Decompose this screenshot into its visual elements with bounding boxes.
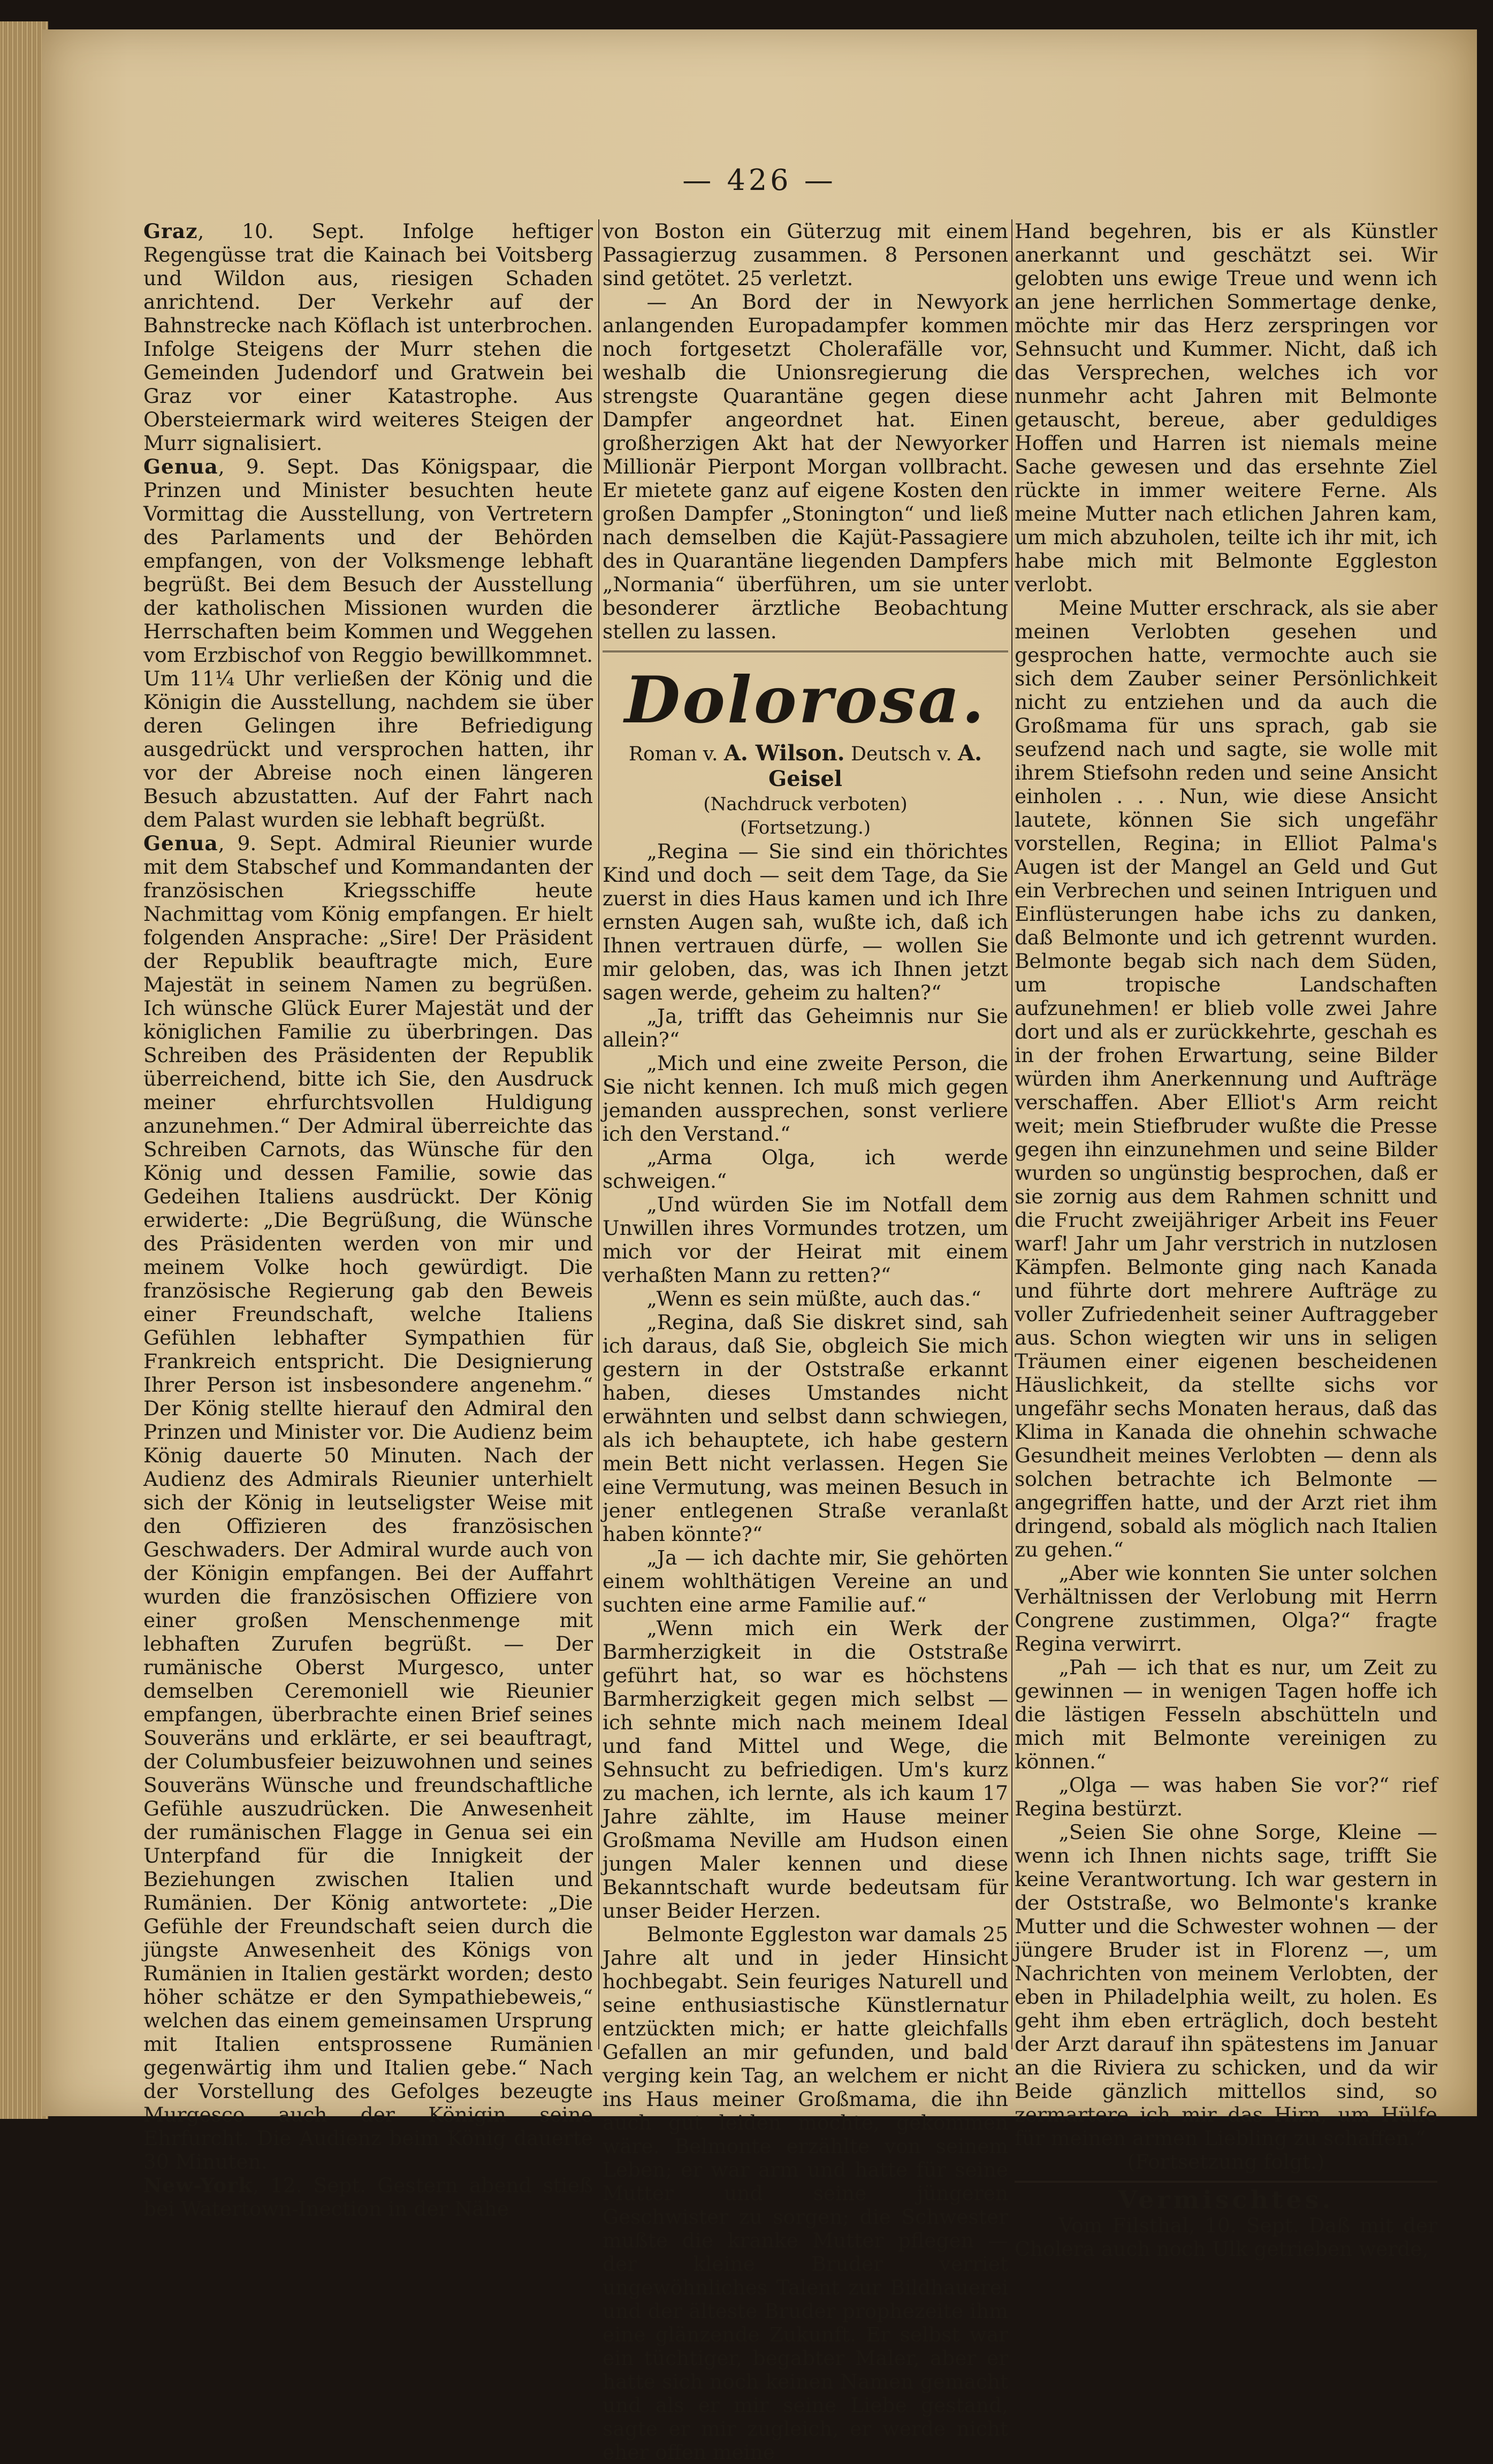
news-place: Graz (143, 219, 198, 243)
news-text: , 9. Sept. Das Königspaar, die Prinzen und Minister besuchten heute Vormittag die Ausstellung, von Vertretern des Parlaments und der Behörden empfangen, von der Volksmenge lebhaft begrüßt. Bei dem Besuch der Ausstellung der katholischen Missionen wurden die Herrschaften beim Kommen und Weggehen vom Erzbischof von Reggio bewillkommnet. Um 11¼ Uhr verließen der König und die Königin die Ausstellung, nachdem sie über deren Gelingen ihre Befriedigung ausgedrückt und versprochen hatten, ihr vor der Abreise noch einen längeren Besuch abzustatten. Auf der Fahrt nach dem Palast wurden sie lebhaft begrüßt. (143, 455, 593, 831)
news-item-genua-1 (143, 455, 593, 831)
misc-place: Vom Filsthal (1058, 2214, 1189, 2237)
misc-item (1015, 2214, 1437, 2261)
newspaper-page (42, 29, 1477, 2464)
novel-paragraph: Meine Mutter erschrack, als sie aber meinen Verlobten gesehen und gesprochen hatte, vermochte auch sie sich dem Zauber seiner Persönlichkeit nicht zu entziehen und da auch die Großmama für uns sprach, gab sie seufzend nach und sagte, sie wolle mit ihrem Stiefsohn reden und seine Ansicht einholen . . . Nun, wie diese Ansicht lautete, können Sie sich ungefähr vorstellen, Regina; in Elliot Palma's Augen ist der Mangel an Geld und Gut ein Verbrechen und seinen Intriguen und Einflüsterungen habe ichs zu danken, daß Belmonte und ich getrennt wurden. Belmonte begab sich nach dem Süden, um tropische Landschaften aufzunehmen! er blieb volle zwei Jahre dort und als er zurückkehrte, geschah es in der frohen Erwartung, seine Bilder würden ihm Anerkennung und Aufträge verschaffen. Aber Elliot's Arm reicht weit; mein Stiefbruder wußte die Presse gegen ihn einzunehmen und seine Bilder wurden so ungünstig besprochen, daß er sie zornig aus dem Rahmen schnitt und die Frucht zweijähriger Arbeit ins Feuer warf! Jahr um Jahr verstrich in nutzlosen Kämpfen. Belmonte ging nach Kanada und führte dort mehrere Aufträge zu voller Zufriedenheit seiner Auftraggeber aus. Schon wiegten wir uns in seligen Träumen einer eigenen bescheidenen Häuslichkeit, da stellte sichs vor ungefähr sechs Monaten heraus, daß das Klima in Kanada die ohnehin schwache Gesundheit meines Verlobten — denn als solchen betrachte ich Belmonte — angegriffen hatte, und der Arzt riet ihm dringend, sobald als möglich nach Italien zu gehen.“ (1015, 596, 1437, 1561)
news-item-new-york (143, 2173, 593, 2221)
novel-paragraph: „Aber wie konnten Sie unter solchen Verhältnissen der Verlobung mit Herrn Congrene zustimmen, Olga?“ fragte Regina verwirrt. (1015, 1561, 1437, 1656)
column-rule-1 (598, 219, 599, 2049)
column-1 (143, 219, 593, 2221)
byline-prefix: Roman v. (628, 743, 718, 765)
novel-paragraph: „Pah — ich that es nur, um Zeit zu gewinnen — in wenigen Tagen hoffe ich die lästigen Fesseln abschütteln und mich mit Belmonte vereinigen zu können.“ (1015, 1656, 1437, 1773)
novel-paragraph: „Seien Sie ohne Sorge, Kleine — wenn ich Ihnen nichts sage, trifft Sie keine Verantwortung. Ich war gestern in der Oststraße, wo Belmonte's kranke Mutter und die Schwester wohnen — der jüngere Bruder ist in Florenz —, um Nachrichten von meinem Verlobten, der eben in Philadelphia weilt, zu holen. Es geht ihm eben erträglich, doch besteht der Arzt darauf ihn spätestens im Januar an die Riviera zu schicken, und da wir Beide gänzlich mittellos sind, so zermartere ich mir das Hirn, um Hülfe für meinen armen Liebling zu schaffen.“ (1015, 1820, 1437, 2150)
novel-paragraph: „Ja, trifft das Geheimnis nur Sie allein?“ (603, 1004, 1008, 1051)
news-place: Genua (143, 831, 218, 855)
novel-paragraph: „Arma Olga, ich werde schweigen.“ (603, 1146, 1008, 1193)
continued-note: (Fortsetzung folgt.) (1127, 2150, 1325, 2173)
column-2 (603, 219, 1008, 2464)
column-rule-2 (1011, 219, 1012, 2049)
novel-paragraph: „Wenn es sein müßte, auch das.“ (646, 1287, 981, 1310)
reprint-note: (Nachdruck verboten) (703, 794, 908, 815)
news-text: , 9. Sept. Admiral Rieunier wurde mit dem Stabschef und Kommandanten der französischen Kriegsschiffe heute Nachmittag vom König empfangen. Er hielt folgenden Ansprache: „Sire! Der Präsident der Republik beauftragte mich, Eure Majestät in seinem Namen zu begrüßen. Ich wünsche Glück Eurer Majestät und der königlichen Familie zu überbringen. Das Schreiben des Präsidenten der Republik überreichend, bitte ich Sie, den Ausdruck meiner ehrfurchtsvollen Huldigung anzunehmen.“ Der Admiral überreichte das Schreiben Carnots, das Wünsche für den König und dessen Familie, sowie das Gedeihen Italiens ausdrückt. Der König erwiderte: „Die Begrüßung, die Wünsche des Präsidenten werden von mir und meinem Volke hoch gewürdigt. Die französische Regierung gab den Beweis einer Freundschaft, welche Italiens Gefühlen lebhafter Sympathien für Frankreich entspricht. Die Designierung Ihrer Person ist insbesondere angenehm.“ Der König stellte hierauf den Admiral den Prinzen und Minister vor. Die Audienz beim König dauerte 50 Minuten. Nach der Audienz des Admirals Rieunier unterhielt sich der König in leutseligster Weise mit den Offizieren des französischen Geschwaders. Der Admiral wurde auch von der Königin empfangen. Bei der Auffahrt wurden die französischen Offiziere von einer großen Menschenmenge mit lebhaften Zurufen begrüßt. — Der rumänische Oberst Murgesco, unter demselben Ceremoniell wie Rieunier empfangen, überbrachte einen Brief seines Souveräns und erklärte, er sei beauftragt, der Columbusfeier beizuwohnen und seines Souveräns Wünsche und freundschaftliche Gefühle auszudrücken. Die Anwesenheit der rumänischen Flagge in Genua sei ein Unterpfand für die Innigkeit der Beziehungen zwischen Italien und Rumänien. Der König antwortete: „Die Gefühle der Freundschaft seien durch die jüngste Anwesenheit des Königs von Rumänien in Italien gestärkt worden; desto höher schätze er den Sympathiebeweis,“ welchen das einem gemeinsamen Ursprung mit Italien entsprossene Rumänien gegenwärtig ihm und Italien gebe.“ Nach der Vorstellung des Gefolges bezeugte Murgesco auch der Königin seine Ehrfurcht. Die Audienz beim König dauerte 30 Minuten. (143, 831, 593, 2173)
news-paragraph: von Boston ein Güterzug mit einem Passagierzug zusammen. 8 Personen sind getötet. 25 verletzt. (603, 219, 1008, 290)
news-text: , 12. Sept. Gestern abend stieß bei Watertown-Inection in der Nähe (143, 2173, 593, 2221)
novel-paragraph: „Mich und eine zweite Person, die Sie nicht kennen. Ich muß mich gegen jemanden aussprechen, sonst verliere ich den Verstand.“ (603, 1051, 1008, 1146)
novel-paragraph: „Und würden Sie im Notfall dem Unwillen ihres Vormundes trotzen, um mich vor der Heirat mit einem verhaßten Mann zu retten?“ (603, 1193, 1008, 1287)
book-edge (0, 21, 48, 2119)
news-place: Genua (143, 455, 218, 478)
page-number: — 426 — (682, 163, 836, 197)
news-item-genua-2 (143, 831, 593, 2173)
translator-prefix: Deutsch v. (851, 743, 952, 765)
continuation-note: (Fortsetzung.) (740, 817, 871, 838)
novel-paragraph: „Regina — Sie sind ein thörichtes Kind und doch — seit dem Tage, da Sie zuerst in dies Haus kamen und ich Ihre ernsten Augen sah, wußte ich, daß ich Ihnen vertrauen dürfe, — wollen Sie mir geloben, das, was ich Ihnen jetzt sagen werde, geheim zu halten?“ (603, 840, 1008, 1004)
news-item-graz (143, 219, 593, 455)
novel-paragraph: „Regina, daß Sie diskret sind, sah ich daraus, daß Sie, obgleich Sie mich gestern in der Oststraße erkannt haben, dieses Umstandes nicht erwähnten und selbst dann schwiegen, als ich behauptete, ich habe gestern mein Bett nicht verlassen. Hegen Sie eine Vermutung, was meinen Besuch in jener entlegenen Straße veranlaßt haben könnte?“ (603, 1310, 1008, 1546)
novel-author: A. Wilson. (723, 741, 845, 766)
section-divider (603, 651, 1008, 652)
novel-paragraph: „Olga — was haben Sie vor?“ rief Regina bestürzt. (1015, 1773, 1437, 1820)
novel-title: Dolorosa. (624, 662, 987, 738)
novel-paragraph: „Wenn mich ein Werk der Barmherzigkeit in die Oststraße geführt hat, so war es höchstens Barmherzigkeit gegen mich selbst — ich sehnte mich nach meinem Ideal und fand Mittel und Wege, die Sehnsucht zu befriedigen. Um's kurz zu machen, ich lernte, als ich kaum 17 Jahre zählte, im Hause meiner Großmama Neville am Hudson einen jungen Maler kennen und diese Bekanntschaft wurde bedeutsam für unser Beider Herzen. (603, 1616, 1008, 1923)
novel-translator: A. Geisel (768, 741, 982, 791)
news-place: New-York (143, 2173, 253, 2197)
news-paragraph: — An Bord der in Newyork anlangenden Europadampfer kommen noch fortgesetzt Cholerafälle vor, weshalb die Unionsregierung die strengste Quarantäne gegen diese Dampfer angeordnet hat. Einen großherzigen Akt hat der Newyorker Millionär Pierpont Morgan vollbracht. Er mietete ganz auf eigene Kosten den großen Dampfer „Stonington“ und ließ nach demselben die Kajüt-Passagiere des in Quarantäne liegenden Dampfers „Normania“ überführen, um sie unter besonderer ärztliche Beobachtung stellen zu lassen. (603, 290, 1008, 643)
novel-paragraph: Hand begehren, bis er als Künstler anerkannt und geschätzt sei. Wir gelobten uns ewige Treue und wenn ich an jene herrlichen Sommertage denke, möchte mir das Herz zerspringen vor Sehnsucht und Kummer. Nicht, daß ich das Versprechen, welches ich vor nunmehr acht Jahren mit Belmonte getauscht, bereue, aber geduldiges Hoffen und Harren ist niemals meine Sache gewesen und das ersehnte Ziel rückte in immer weitere Ferne. Als meine Mutter nach etlichen Jahren kam, um mich abzuholen, teilte ich ihr mit, ich habe mich mit Belmonte Eggleston verlobt. (1015, 219, 1437, 596)
novel-byline (603, 741, 1008, 792)
misc-text: , 10. Sept. Daß mit der Cholera auch noch Ulk getrieben werde, (1015, 2214, 1437, 2261)
news-text: , 10. Sept. Infolge heftiger Regengüsse trat die Kainach bei Voitsberg und Wildon aus, riesigen Schaden anrichtend. Der Verkehr auf der Bahnstrecke nach Köflach ist unterbrochen. Infolge Steigens der Murr stehen die Gemeinden Judendorf und Gratwein bei Graz vor einer Katastrophe. Aus Obersteiermark wird weiteres Steigen der Murr signalisiert. (143, 219, 593, 455)
novel-paragraph: „Ja — ich dachte mir, Sie gehörten einem wohlthätigen Vereine an und suchten eine arme Familie auf.“ (603, 1546, 1008, 1616)
column-3 (1015, 219, 1437, 2261)
section-divider (1015, 2181, 1437, 2183)
novel-paragraph: Belmonte Eggleston war damals 25 Jahre alt und in jeder Hinsicht hochbegabt. Sein feuriges Naturell und seine enthusiastische Künstlernatur entzückten mich; er hatte gleichfalls Gefallen an mir gefunden, und bald verging kein Tag, an welchem er nicht ins Haus meiner Großmama, die ihn auch gut leiden mochte, gekommen wäre. Belmonte erzählte von seinem Leben; er war arm und hatte für seine Mutter und seine jüngeren Geschwister zu sorgen; die Schwester mußte die kranke Mutter pflegen — der kleine Bruder verriet ungewöhnliches Talent zur Bildhauerei und der älteste Bruder prophezeite ihm eine glänzende Zukunft. Er selbst war ein tüchtiger, begabter Maler, aber er hatte sich noch keinen Namen gemacht und als er mir seine Liebe gestand, sagte er mir zugleich, er werde nicht eher offen meine (603, 1923, 1008, 2464)
misc-heading: Vermischtes. (1118, 2185, 1334, 2214)
